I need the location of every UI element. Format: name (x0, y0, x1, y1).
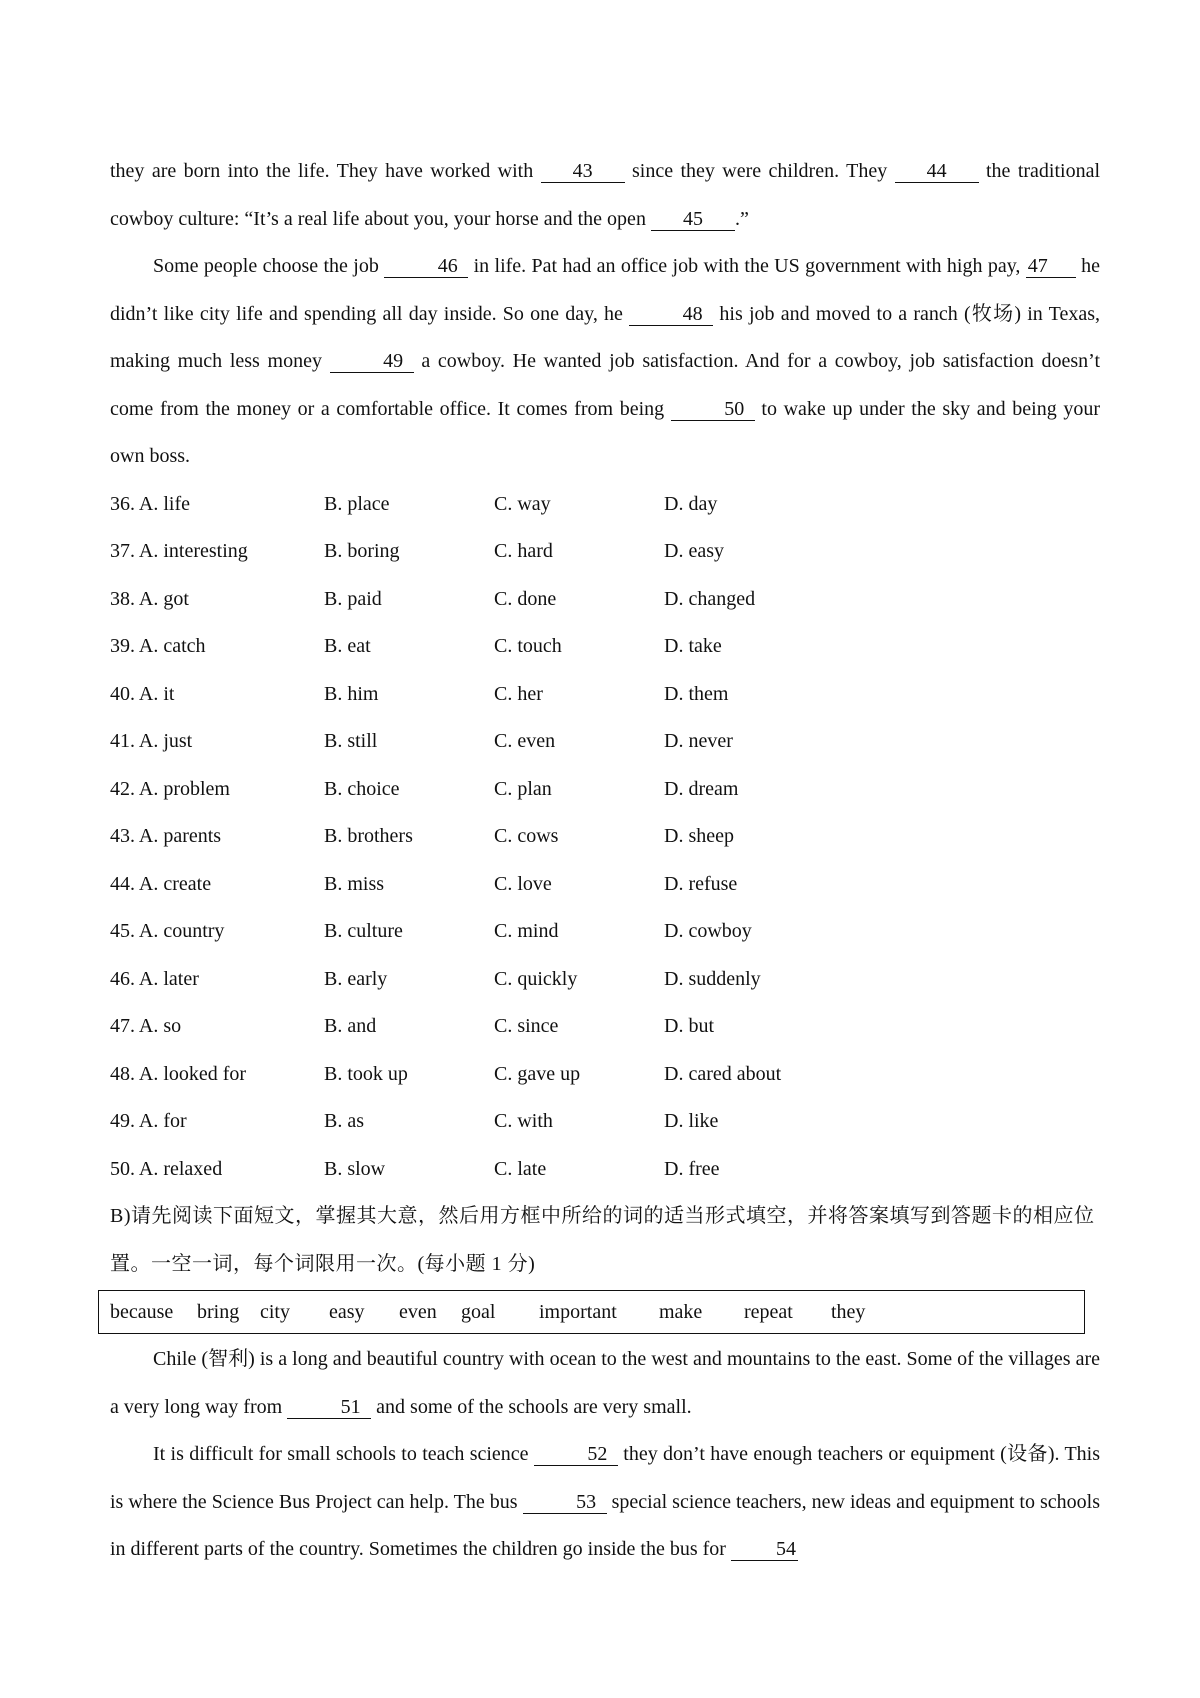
question-option-a[interactable]: 36. A. life (110, 492, 190, 515)
passage-text: since they were children. They (632, 160, 888, 182)
section-b-instruction: B)请先阅读下面短文，掌握其大意，然后用方框中所给的词的适当形式填空，并将答案填写到答题卡的相应位置。一空一词，每个词限用一次。(每小题 1 分) (110, 1205, 1095, 1275)
passage-text: he didn’t like city life and spending all day inside. So one day, he (110, 255, 1101, 325)
passage-b-paragraph-1 (110, 1336, 1100, 1431)
question-row (110, 766, 1100, 814)
blank-46[interactable]: 46 (384, 255, 468, 278)
blank-44[interactable]: 44 (895, 160, 979, 183)
question-option-d[interactable]: D. sheep (664, 825, 734, 847)
question-option-d[interactable]: D. day (664, 492, 718, 515)
question-row (110, 623, 1100, 671)
question-option-d[interactable]: D. dream (664, 777, 739, 800)
question-row (110, 861, 1100, 909)
passage-text: his job and moved to a ranch (牧场) in Texas, making much less money (110, 302, 1101, 372)
blank-47[interactable]: 47 (1026, 255, 1076, 278)
question-option-b[interactable]: B. him (324, 682, 379, 705)
question-option-b[interactable]: B. and (324, 1015, 377, 1037)
question-option-a[interactable]: 46. A. later (110, 967, 199, 990)
question-option-b[interactable]: B. eat (324, 635, 371, 657)
passage-text: It is difficult for small schools to teach science (153, 1443, 529, 1465)
blank-53[interactable]: 53 (523, 1491, 607, 1514)
question-option-a[interactable]: 49. A. for (110, 1110, 187, 1132)
word-bank-word: make (659, 1300, 703, 1323)
question-option-a[interactable]: 39. A. catch (110, 635, 206, 657)
word-bank-word: because (110, 1300, 174, 1323)
passage-text: traditional cowboy culture: “It’s a real life about you, your horse and the open (110, 160, 1101, 230)
passage-text: they don’t have enough teachers or equipment (设备). This is where the Science Bus Project can help. The bus (110, 1443, 1101, 1513)
question-option-b[interactable]: B. slow (324, 1157, 386, 1180)
question-option-a[interactable]: 41. A. just (110, 730, 193, 752)
question-row (110, 908, 1100, 956)
blank-52[interactable]: 52 (534, 1443, 618, 1466)
question-option-a[interactable]: 43. A. parents (110, 825, 222, 847)
question-option-c[interactable]: C. cows (494, 825, 559, 847)
question-option-b[interactable]: B. miss (324, 872, 385, 895)
passage-a-paragraph-1 (110, 148, 1100, 243)
word-bank-word: they (831, 1300, 866, 1323)
blank-45[interactable]: 45 (651, 208, 735, 231)
question-option-d[interactable]: D. free (664, 1157, 720, 1180)
question-option-b[interactable]: B. early (324, 967, 388, 990)
question-option-a[interactable]: 42. A. problem (110, 777, 230, 800)
question-option-d[interactable]: D. take (664, 635, 722, 657)
question-option-c[interactable]: C. since (494, 1015, 559, 1037)
word-bank-word: goal (461, 1300, 496, 1323)
question-row (110, 1098, 1100, 1146)
blank-50[interactable]: 50 (671, 398, 755, 421)
word-bank-word: repeat (744, 1300, 793, 1323)
question-option-a[interactable]: 45. A. country (110, 920, 225, 942)
blank-43[interactable]: 43 (541, 160, 625, 183)
question-option-a[interactable]: 48. A. looked for (110, 1062, 247, 1085)
question-option-b[interactable]: B. choice (324, 777, 400, 800)
word-bank-word: easy (329, 1300, 365, 1323)
question-option-c[interactable]: C. way (494, 492, 551, 515)
question-option-d[interactable]: D. them (664, 682, 729, 705)
question-option-c[interactable]: C. mind (494, 920, 559, 942)
question-option-d[interactable]: D. easy (664, 540, 724, 562)
passage-text: a cowboy. He wanted job satisfaction. And for a cowboy, job satisfaction doesn’t come from the money or a comfortable office. It comes from being (110, 350, 1101, 420)
question-option-d[interactable]: D. like (664, 1110, 719, 1132)
question-option-d[interactable]: D. but (664, 1015, 714, 1037)
question-option-b[interactable]: B. brothers (324, 825, 413, 847)
blank-48[interactable]: 48 (629, 303, 713, 326)
question-row (110, 718, 1100, 766)
passage-text: and some of the schools are very small. (376, 1395, 692, 1418)
exam-page (110, 148, 1100, 1574)
passage-text: Some people choose the job (153, 255, 379, 277)
question-row (110, 576, 1100, 624)
question-row (110, 528, 1100, 576)
question-option-d[interactable]: D. cowboy (664, 920, 752, 942)
question-option-c[interactable]: C. plan (494, 777, 552, 800)
question-option-a[interactable]: 38. A. got (110, 587, 189, 610)
passage-text: the (985, 160, 1011, 182)
question-option-a[interactable]: 47. A. so (110, 1015, 182, 1037)
passage-text: special science teachers, new ideas and equipment to schools in different parts of the country. Sometimes the children go inside the bus for (110, 1490, 1101, 1560)
question-option-c[interactable]: C. done (494, 587, 557, 610)
question-option-d[interactable]: D. refuse (664, 872, 738, 895)
question-row (110, 1146, 1100, 1194)
question-option-b[interactable]: B. as (324, 1110, 364, 1132)
question-option-d[interactable]: D. cared about (664, 1062, 782, 1085)
question-option-c[interactable]: C. late (494, 1157, 547, 1180)
question-option-c[interactable]: C. even (494, 730, 556, 752)
question-option-c[interactable]: C. her (494, 682, 543, 705)
question-option-c[interactable]: C. with (494, 1110, 553, 1132)
question-option-d[interactable]: D. suddenly (664, 967, 761, 990)
question-row (110, 813, 1100, 861)
question-option-b[interactable]: B. paid (324, 587, 382, 610)
question-option-b[interactable]: B. boring (324, 540, 400, 562)
word-bank-word: city (260, 1300, 290, 1323)
question-option-c[interactable]: C. touch (494, 635, 562, 657)
question-option-d[interactable]: D. changed (664, 587, 756, 610)
blank-54[interactable]: 54 (731, 1538, 798, 1561)
question-option-a[interactable]: 40. A. it (110, 682, 175, 705)
passage-a-paragraph-2 (110, 243, 1100, 481)
passage-text: Chile (智利) is a long and beautiful country with ocean to the west and mountains to the east. Some of the villages are a very long way from (110, 1348, 1100, 1418)
word-bank-word: important (539, 1300, 617, 1323)
question-option-c[interactable]: C. gave up (494, 1062, 581, 1085)
question-row (110, 481, 1100, 529)
blank-51[interactable]: 51 (287, 1396, 371, 1419)
question-row (110, 1051, 1100, 1099)
question-option-c[interactable]: C. hard (494, 540, 553, 562)
question-option-a[interactable]: 50. A. relaxed (110, 1157, 223, 1180)
passage-text: they are born into the life. They have worked with (110, 160, 534, 182)
passage-text: in life. Pat had an office job with the US government with high pay, (473, 255, 1021, 277)
question-option-c[interactable]: C. quickly (494, 967, 578, 990)
question-option-d[interactable]: D. never (664, 730, 733, 752)
word-bank-word: even (399, 1300, 437, 1323)
word-bank-word: bring (197, 1300, 240, 1323)
question-option-b[interactable]: B. still (324, 730, 378, 752)
multiple-choice-options (110, 481, 1100, 1194)
question-row (110, 956, 1100, 1004)
question-option-a[interactable]: 44. A. create (110, 872, 212, 895)
passage-text: .” (734, 207, 749, 230)
question-option-b[interactable]: B. culture (324, 920, 403, 942)
word-bank-box (98, 1290, 1085, 1334)
question-option-c[interactable]: C. love (494, 872, 552, 895)
question-row (110, 1003, 1100, 1051)
question-option-b[interactable]: B. took up (324, 1062, 408, 1085)
question-option-a[interactable]: 37. A. interesting (110, 540, 248, 562)
question-option-b[interactable]: B. place (324, 492, 390, 515)
passage-text: to wake up under the sky and being your own boss. (110, 397, 1101, 467)
passage-b-paragraph-2 (110, 1431, 1100, 1574)
question-row (110, 671, 1100, 719)
blank-49[interactable]: 49 (330, 350, 414, 373)
